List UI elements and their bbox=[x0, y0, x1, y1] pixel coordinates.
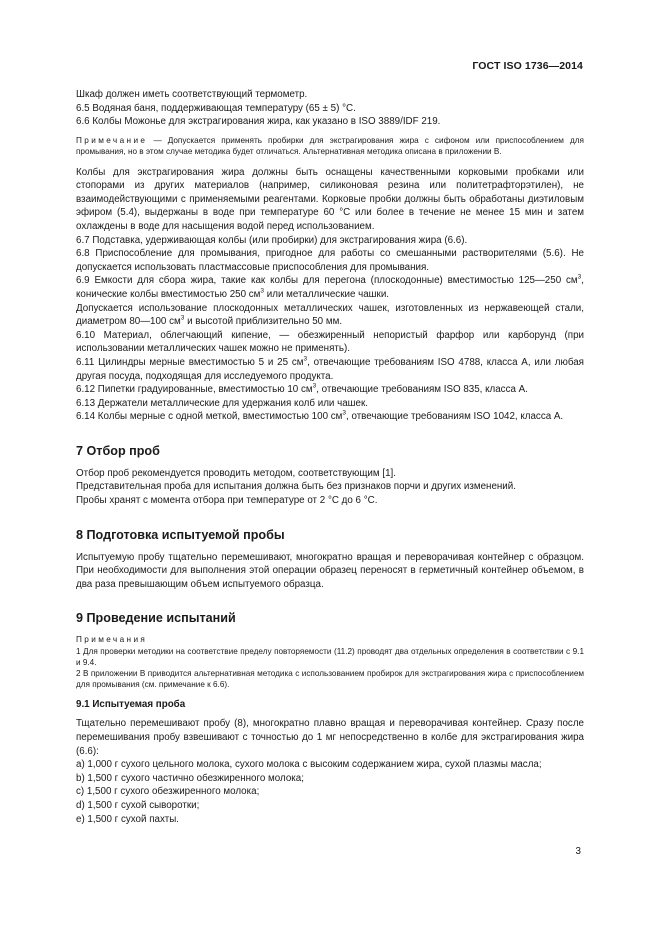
list-item: e) 1,500 г сухой пахты. bbox=[76, 813, 179, 825]
item-6-10: 6.10 Материал, облегчающий кипение, — обезжиренный непористый фарфор или карборунд (при использовании металлических чашек можно не применять). bbox=[76, 329, 584, 355]
item-6-8: 6.8 Приспособление для промывания, пригодное для работы со смешанными растворителями (5.6). Не допускается использовать пластмассовые приспособления для промывания. bbox=[76, 248, 584, 273]
text-line: Шкаф должен иметь соответствующий термометр. bbox=[76, 89, 308, 100]
list-item: d) 1,500 г сухой сыворотки; bbox=[76, 800, 200, 812]
list-item: c) 1,500 г сухого обезжиренного молока; bbox=[76, 786, 260, 798]
item-6-11: 6.11 Цилиндры мерные вместимостью 5 и 25 $см^3$, отвечающие требованиям ISO 4788, класса А, или любая другая посуда, подходящая для исследуемого продукта. bbox=[76, 355, 584, 382]
note-label: Примечание bbox=[76, 135, 148, 145]
note-6-6 bbox=[76, 135, 584, 158]
item-6-9-paragraph: Допускается использование плоскодонных металлических чашек, изготовленных из нержавеющей стали, диаметром 80—100 $см^3$ и высотой приблизительно 50 мм. bbox=[76, 302, 584, 328]
note-1: 1 Для проверки методики на соответствие пределу повторяемости (11.2) проводят два отдельных определения в соответствии с 9.1 и 9.4. bbox=[76, 646, 584, 667]
section-7-p1: Отбор проб рекомендуется проводить методом, соответствующим [1]. bbox=[76, 467, 396, 479]
section-8-title: 8 Подготовка испытуемой пробы bbox=[76, 527, 285, 542]
item-6-14: 6.14 Колбы мерные с одной меткой, вместимостью 100 $см^3$, отвечающие требованиям ISO 1042, класса А. bbox=[76, 410, 564, 423]
list-item: b) 1,500 г сухого частично обезжиренного молока; bbox=[76, 772, 304, 784]
sample-mass-list bbox=[76, 758, 584, 826]
note-text: — Допускается применять пробирки для экстрагирования жира с сифоном или приспособлением для промывания, но в этом случае методика будет отличаться. Альтернативная методика описана в приложении В. bbox=[76, 135, 584, 157]
item-6-7: 6.7 Подставка, удерживающая колбы (или пробирки) для экстрагирования жира (6.6). bbox=[76, 234, 468, 246]
notes-label: Примечания bbox=[76, 635, 148, 645]
page-number: 3 bbox=[575, 846, 581, 857]
item-6-12: 6.12 Пипетки градуированные, вместимостью 10 $см^3$, отвечающие требованиям ISO 835, класса А. bbox=[76, 382, 528, 396]
subsection-9-1-title: 9.1 Испытуемая проба bbox=[76, 699, 186, 711]
standard-header: ГОСТ ISO 1736—2014 bbox=[472, 60, 583, 72]
item-6-13: 6.13 Держатели металлические для удержания колб или чашек. bbox=[76, 397, 368, 409]
section-8-p1: Испытуемую пробу тщательно перемешивают, многократно вращая и переворачивая контейнер с образцом. При необходимости для выполнения этой операции образец переносят в герметичный контейнер объемом, в два раза превышающим объем испытуемого образца. bbox=[76, 551, 584, 590]
item-6-9: 6.9 Емкости для сбора жира, такие как колбы для перегона (плоскодонные) вместимостью 125—250 $см^3$, конические колбы вместимостью 250 $см^3$ или металлические чашки. bbox=[76, 274, 584, 300]
section-7-title: 7 Отбор проб bbox=[76, 443, 160, 458]
subsection-9-1-p: Тщательно перемешивают пробу (8), многократно плавно вращая и переворачивая контейнер. Сразу после перемешивания пробу взвешивают с точностью до 1 мг непосредственно в колбе для экстрагирования жира (6.6): bbox=[76, 718, 584, 757]
section-7-p3: Пробы хранят с момента отбора при температуре от 2 °С до 6 °С. bbox=[76, 495, 378, 507]
item-6-5: 6.5 Водяная баня, поддерживающая температуру (65 ± 5) °С. bbox=[76, 102, 356, 114]
paragraph-corks: Колбы для экстрагирования жира должны быть оснащены качественными корковыми пробками или стопорами из других материалов (например, силиконовая резина или политетрафторэтилен), не взаимодействующими с применяемыми реагентами. Корковые пробки должны быть обработаны диэтиловым эфиром (5.4), выдержаны в воде при температуре 60 °С или более в течение не менее 15 мин и затем охлаждены в воде для насыщения водой перед использованием. bbox=[76, 166, 584, 232]
section-7-p2: Представительная проба для испытания должна быть без признаков порчи и других изменений. bbox=[76, 481, 516, 493]
section-9-notes bbox=[76, 634, 584, 690]
note-2: 2 В приложении В приводится альтернативная методика с использованием пробирок для экстрагирования жира с приспособлением для промывания (см. примечание к 6.6). bbox=[76, 669, 584, 690]
list-item: a) 1,000 г сухого цельного молока, сухого молока с высоким содержанием жира, сухой плазмы масла; bbox=[76, 759, 542, 771]
section-9-title: 9 Проведение испытаний bbox=[76, 611, 236, 626]
item-6-6: 6.6 Колбы Можонье для экстрагирования жира, как указано в ISO 3889/IDF 219. bbox=[76, 116, 441, 128]
page-content bbox=[76, 88, 584, 826]
